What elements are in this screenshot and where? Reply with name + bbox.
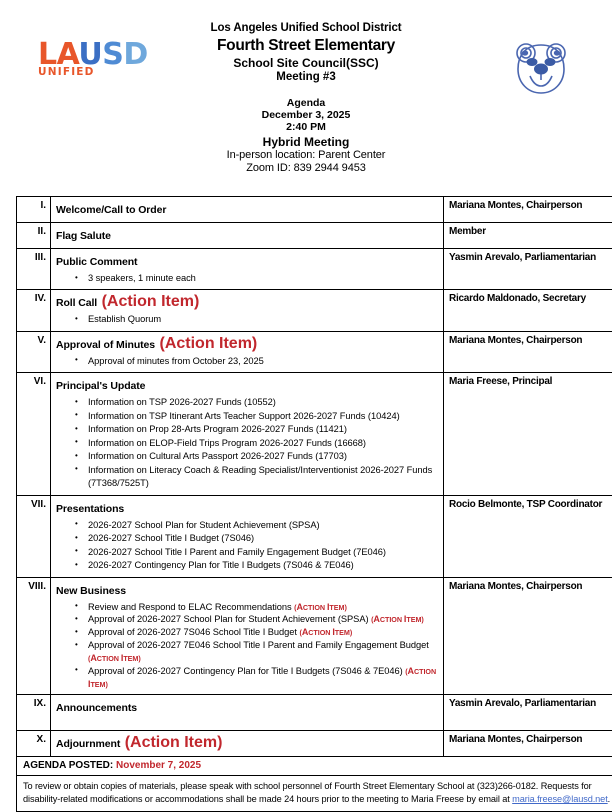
list-item: • Information on ELOP-Field Trips Program 2026-2027 Funds (16668) [88, 437, 438, 450]
row-person: Mariana Montes, Chairperson [444, 731, 612, 757]
row-item [51, 249, 444, 290]
row-number: VII. [17, 495, 51, 577]
list-item: • Information on TSP 2026-2027 Funds (10552) [88, 396, 438, 409]
row-number: IX. [17, 695, 51, 731]
action-item-tag: (ACTION ITEM) [299, 628, 352, 637]
table-row [17, 731, 612, 757]
row-number: II. [17, 223, 51, 249]
row-item [51, 373, 444, 495]
action-item-tag: (Action Item) [159, 335, 257, 352]
list-item [88, 613, 438, 626]
meeting-date: December 3, 2025 [0, 109, 612, 121]
item-title: Announcements [56, 702, 137, 714]
row-person: Rocio Belmonte, TSP Coordinator [444, 495, 612, 577]
row-item [51, 731, 444, 757]
table-row [17, 290, 612, 331]
list-item: • Information on TSP Itinerant Arts Teacher Support 2026-2027 Funds (10424) [88, 410, 438, 423]
bullet-text: Approval of 2026-2027 School Plan for Student Achievement (SPSA) [88, 614, 371, 624]
agenda-label: Agenda [0, 97, 612, 109]
row-item [51, 197, 444, 223]
row-person: Yasmin Arevalo, Parliamentarian [444, 249, 612, 290]
item-bullet-list [56, 355, 438, 368]
item-bullet-list [56, 396, 438, 490]
agenda-table-body [17, 197, 612, 812]
table-row [17, 577, 612, 695]
row-item [51, 223, 444, 249]
row-item [51, 331, 444, 372]
list-item [88, 626, 438, 639]
bear-mascot-icon [510, 38, 572, 100]
footer-line-2: Requests for disability-related modifications or accommodations shall be made 24 hours prior to the meeting to Maria Freese by email at [23, 781, 592, 804]
item-title: Principal's Update [56, 380, 145, 392]
action-item-tag: (ACTION ITEM) [88, 654, 141, 663]
item-title: Flag Salute [56, 230, 111, 242]
item-title: Roll Call [56, 297, 97, 309]
row-person: Maria Freese, Principal [444, 373, 612, 495]
item-bullet-list [56, 272, 438, 285]
meeting-time: 2:40 PM [0, 121, 612, 133]
list-item: • 3 speakers, 1 minute each [88, 272, 438, 285]
row-item [51, 577, 444, 695]
row-person: Member [444, 223, 612, 249]
list-item: • Information on Cultural Arts Passport 2026-2027 Funds (17703) [88, 450, 438, 463]
row-person: Mariana Montes, Chairperson [444, 577, 612, 695]
council-name: School Site Council(SSC) [0, 56, 612, 70]
lausd-letter-a: A [57, 37, 79, 72]
lausd-unified-text: UNIFIED [38, 67, 158, 78]
bullet-text: Approval of 2026-2027 7E046 School Title I Parent and Family Engagement Budget [88, 640, 429, 650]
lausd-logo [38, 40, 158, 78]
zoom-id: Zoom ID: 839 2944 9453 [0, 162, 612, 175]
row-person: Yasmin Arevalo, Parliamentarian [444, 695, 612, 731]
table-row [17, 695, 612, 731]
row-person: Mariana Montes, Chairperson [444, 197, 612, 223]
item-title: New Business [56, 585, 126, 597]
row-number: X. [17, 731, 51, 757]
row-number: IV. [17, 290, 51, 331]
footer-period: . [608, 794, 610, 804]
row-number: III. [17, 249, 51, 290]
item-title: Approval of Minutes [56, 339, 155, 351]
lausd-letter-u: U [78, 37, 102, 72]
agenda-posted-label: AGENDA POSTED: [23, 760, 113, 771]
list-item [88, 665, 438, 691]
item-bullet-list [56, 519, 438, 573]
agenda-table [16, 196, 612, 812]
lausd-letter-l: L [38, 37, 57, 72]
meeting-type: Hybrid Meeting [0, 135, 612, 149]
meeting-location: In-person location: Parent Center [0, 149, 612, 162]
row-person: Mariana Montes, Chairperson [444, 331, 612, 372]
row-item [51, 695, 444, 731]
bullet-text: Approval of 2026-2027 7S046 School Title I Budget [88, 627, 299, 637]
item-title: Public Comment [56, 256, 137, 268]
lausd-letter-s: S [102, 37, 123, 72]
list-item: • Information on Literacy Coach & Reading Specialist/Interventionist 2026-2027 Funds (7T368/7525T) [88, 464, 438, 491]
item-bullet-list [56, 601, 438, 691]
item-title: Adjournment [56, 738, 120, 750]
list-item: • 2026-2027 School Title I Budget (7S046) [88, 532, 438, 545]
list-item: • Approval of minutes from October 23, 2025 [88, 355, 438, 368]
district-name: Los Angeles Unified School District [0, 22, 612, 36]
row-item [51, 290, 444, 331]
bullet-text: Approval of 2026-2027 Contingency Plan for Title I Budgets (7S046 & 7E046) [88, 666, 405, 676]
row-number: I. [17, 197, 51, 223]
lausd-letter-d: D [123, 37, 147, 72]
document-header [0, 0, 612, 160]
list-item [88, 601, 438, 614]
agenda-posted-row [17, 757, 612, 776]
list-item: • 2026-2027 School Title I Parent and Family Engagement Budget (7E046) [88, 546, 438, 559]
action-item-tag: (ACTION ITEM) [371, 615, 424, 624]
row-number: VIII. [17, 577, 51, 695]
table-row [17, 223, 612, 249]
action-item-tag: (Action Item) [125, 734, 223, 751]
table-row [17, 373, 612, 495]
table-row [17, 249, 612, 290]
row-number: V. [17, 331, 51, 372]
footer-line-1: To review or obtain copies of materials, please speak with school personnel of Fourth Street Elementary School at (323)266-0182. [23, 781, 538, 791]
contact-email-link[interactable]: maria.freese@lausd.net [512, 794, 607, 804]
bullet-text: Review and Respond to ELAC Recommendations [88, 602, 294, 612]
row-number: VI. [17, 373, 51, 495]
table-row [17, 495, 612, 577]
school-name: Fourth Street Elementary [0, 37, 612, 55]
item-title: Welcome/Call to Order [56, 204, 166, 216]
item-bullet-list [56, 313, 438, 326]
list-item: • Establish Quorum [88, 313, 438, 326]
list-item: • 2026-2027 Contingency Plan for Title I Budgets (7S046 & 7E046) [88, 559, 438, 572]
action-item-tag: (ACTION ITEM) [294, 603, 347, 612]
footer-note-row [17, 776, 612, 812]
meeting-number: Meeting #3 [0, 71, 612, 85]
footer-note-cell [17, 776, 612, 812]
list-item: • Information on Prop 28-Arts Program 2026-2027 Funds (11421) [88, 423, 438, 436]
item-title: Presentations [56, 503, 124, 515]
row-item [51, 495, 444, 577]
list-item [88, 639, 438, 665]
action-item-tag: (ACTION ITEM) [88, 667, 436, 689]
table-row [17, 197, 612, 223]
action-item-tag: (Action Item) [102, 293, 200, 310]
agenda-posted-cell [17, 757, 612, 776]
agenda-posted-date: November 7, 2025 [116, 760, 201, 771]
list-item: • 2026-2027 School Plan for Student Achievement (SPSA) [88, 519, 438, 532]
row-person: Ricardo Maldonado, Secretary [444, 290, 612, 331]
table-row [17, 331, 612, 372]
